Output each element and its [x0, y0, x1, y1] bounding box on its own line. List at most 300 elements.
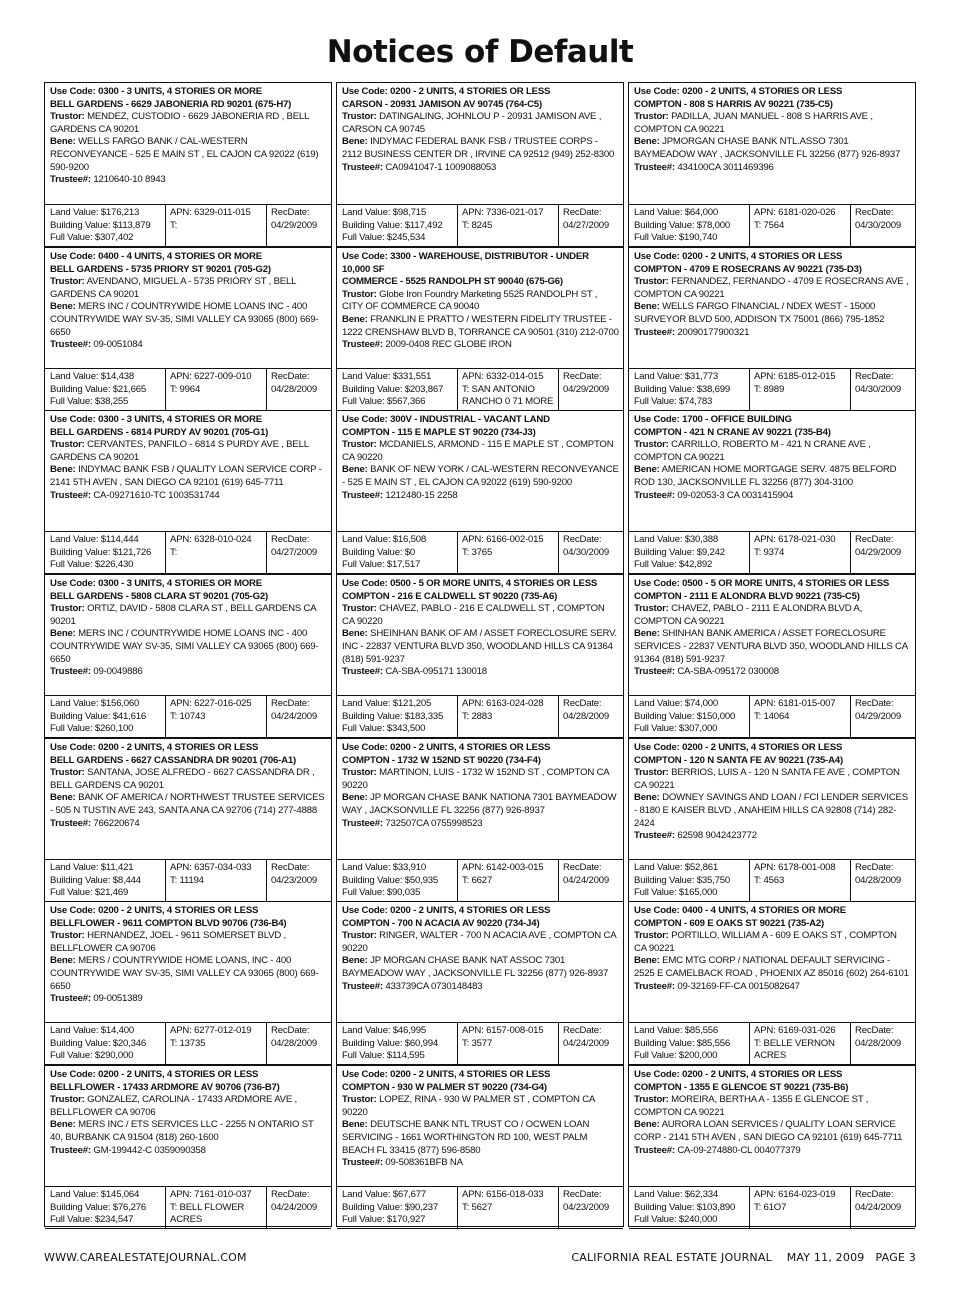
use-code-value: 0300 - 3 UNITS, 4 STORIES OR MORE	[98, 414, 262, 425]
use-code	[342, 742, 619, 755]
beneficiary-label: Bene:	[50, 955, 76, 967]
full-value-label: Full Value:	[50, 887, 93, 899]
beneficiary	[634, 464, 911, 489]
recdate-column	[851, 860, 915, 901]
beneficiary-label: Bene:	[342, 313, 368, 325]
apn	[170, 698, 263, 711]
building-value	[50, 711, 162, 724]
trustee-number	[634, 327, 911, 340]
property-address: COMPTON - 808 S HARRIS AV 90221 (735-C5)	[634, 98, 833, 110]
values-column	[45, 860, 166, 901]
apn-column	[750, 532, 851, 573]
apn-value: 6181-015-007	[778, 698, 836, 709]
full-value-label: Full Value:	[342, 887, 385, 899]
use-code-label: Use Code:	[50, 86, 96, 97]
full-value-label: Full Value:	[50, 396, 93, 408]
use-code-label: Use Code:	[50, 905, 96, 916]
use-code-value: 0200 - 2 UNITS, 4 STORIES OR LESS	[390, 905, 551, 916]
trustee-number-value: CA-09-274880-CL 004077379	[677, 1144, 801, 1156]
tract-label: T:	[170, 546, 178, 558]
building-value	[634, 875, 746, 888]
apn-label: APN:	[754, 207, 776, 218]
land-value	[50, 1189, 162, 1202]
trustor-value: BERRIOS, LUIS A - 120 N SANTA FE AVE , COMPTON CA 90221	[634, 767, 900, 791]
values-column	[337, 1023, 458, 1064]
apn-label: APN:	[754, 862, 776, 873]
land-value	[634, 1025, 746, 1038]
full-value	[634, 1050, 746, 1063]
building-value-value: $117,492	[404, 219, 443, 231]
beneficiary	[50, 301, 327, 339]
recdate-label: RecDate:	[271, 862, 310, 873]
trustee-number-value: 09-02053-3 CA 0031415904	[677, 489, 794, 501]
building-value-label: Building Value:	[634, 546, 695, 558]
land-value-value: $145,064	[100, 1189, 140, 1200]
beneficiary-label: Bene:	[634, 464, 660, 476]
apn-label: APN:	[170, 862, 192, 873]
apn-label: APN:	[462, 1025, 484, 1036]
land-value-label: Land Value:	[342, 1189, 391, 1200]
land-value-label: Land Value:	[634, 534, 683, 545]
trustee-number-label: Trustee#:	[634, 980, 675, 992]
use-code	[634, 414, 911, 427]
recdate-column	[851, 369, 915, 410]
land-value-value: $156,060	[100, 698, 140, 709]
full-value-value: $170,927	[386, 1214, 426, 1226]
full-value-label: Full Value:	[634, 723, 677, 735]
apn-label: APN:	[462, 1189, 484, 1200]
use-code	[634, 1069, 911, 1082]
building-value	[634, 1202, 746, 1215]
trustee-number-value: 09-32169-FF-CA 0015082647	[677, 980, 800, 992]
tract-value: 10743	[179, 710, 206, 722]
apn-label: APN:	[462, 534, 484, 545]
apn-value: 6178-021-030	[778, 534, 836, 545]
recdate-label: RecDate:	[855, 207, 894, 218]
tract-value: BELL FLOWER ACRES	[170, 1201, 245, 1226]
trustee-number-label: Trustee#:	[50, 666, 91, 678]
building-value	[50, 1038, 162, 1051]
recdate-column	[851, 532, 915, 573]
full-value-label: Full Value:	[342, 1050, 385, 1062]
trustee-number-label: Trustee#:	[50, 817, 91, 829]
notice-record	[45, 574, 331, 693]
trustor	[50, 111, 327, 136]
recdate-value: 04/29/2009	[855, 710, 902, 722]
tract	[754, 875, 847, 888]
recdate-value: 04/28/2009	[563, 710, 610, 722]
apn-value: 6332-014-015	[486, 371, 544, 382]
full-value-value: $307,000	[678, 723, 718, 735]
value-block	[629, 531, 915, 574]
building-value-label: Building Value:	[342, 546, 403, 558]
use-code-value: 0200 - 2 UNITS, 4 STORIES OR LESS	[390, 86, 551, 97]
building-value	[342, 1038, 454, 1051]
tract-value: 5627	[471, 1201, 493, 1213]
use-code	[342, 251, 619, 276]
recdate-value: 04/29/2009	[855, 546, 902, 558]
notice-record	[629, 574, 915, 693]
beneficiary-value: AURORA LOAN SERVICES / QUALITY LOAN SERVICE CORP - 2141 5TH AVEN , SAN DIEGO CA 92101 (619) 645-7711	[634, 1119, 903, 1143]
apn	[754, 207, 847, 220]
apn-column	[166, 369, 267, 410]
building-value-value: $78,000	[696, 219, 731, 231]
beneficiary-value: MERS INC / COUNTRYWIDE HOME LOANS INC - 400 COUNTRYWIDE WAY SV-35, SIMI VALLEY CA 93065 (800) 669-6650	[50, 628, 319, 665]
apn-column	[750, 1187, 851, 1228]
use-code-value: 1700 - OFFICE BUILDING	[682, 414, 792, 425]
beneficiary	[342, 628, 619, 666]
beneficiary-label: Bene:	[634, 301, 660, 313]
tract-value: 9964	[179, 383, 201, 395]
tract-label: T:	[170, 1037, 178, 1049]
tract-value: 13735	[179, 1037, 206, 1049]
full-value-value: $226,430	[94, 559, 134, 571]
recdate-value: 04/30/2009	[855, 383, 902, 395]
tract-value: 7564	[763, 219, 785, 231]
land-value	[342, 371, 454, 384]
recdate-label: RecDate:	[271, 207, 310, 218]
values-column	[337, 1187, 458, 1228]
land-value-value: $16,508	[392, 534, 427, 545]
apn	[170, 1025, 263, 1038]
full-value-label: Full Value:	[50, 1050, 93, 1062]
building-value-label: Building Value:	[50, 219, 111, 231]
full-value-value: $307,402	[94, 232, 134, 244]
trustor-value: CARRILLO, ROBERTO M - 421 N CRANE AVE , COMPTON CA 90221	[634, 439, 871, 463]
tract-label: T:	[462, 546, 470, 558]
trustor-label: Trustor:	[50, 603, 85, 615]
trustee-number	[342, 339, 619, 352]
beneficiary	[634, 628, 911, 666]
property-address: BELL GARDENS - 5735 PRIORY ST 90201 (705-G2)	[50, 263, 271, 275]
trustee-number-value: CA-SBA-095171 130018	[385, 666, 487, 678]
land-value-label: Land Value:	[634, 371, 683, 382]
notice-record	[337, 901, 623, 1020]
building-value-value: $60,994	[404, 1037, 439, 1049]
land-value-label: Land Value:	[50, 698, 99, 709]
full-value-value: $114,595	[386, 1050, 425, 1062]
apn-label: APN:	[754, 534, 776, 545]
recdate-label: RecDate:	[563, 1189, 602, 1200]
full-value-label: Full Value:	[634, 396, 677, 408]
trustor-label: Trustor:	[50, 276, 85, 288]
notice-record	[45, 1065, 331, 1184]
recdate-label: RecDate:	[271, 371, 310, 382]
trustor-label: Trustor:	[634, 603, 669, 615]
land-value-value: $85,556	[684, 1025, 719, 1036]
notice-record	[337, 83, 623, 202]
beneficiary-label: Bene:	[634, 1119, 660, 1131]
beneficiary	[342, 136, 619, 161]
use-code-value: 3300 - WAREHOUSE, DISTRIBUTOR - UNDER 10,000 SF	[342, 251, 589, 275]
beneficiary-label: Bene:	[634, 955, 660, 967]
recdate-label: RecDate:	[563, 698, 602, 709]
use-code-value: 0200 - 2 UNITS, 4 STORIES OR LESS	[682, 251, 843, 262]
trustor	[342, 439, 619, 464]
land-value-label: Land Value:	[634, 862, 683, 873]
values-column	[629, 532, 750, 573]
property-address: COMPTON - 421 N CRANE AV 90221 (735-B4)	[634, 426, 831, 438]
building-value	[634, 220, 746, 233]
trustee-number-value: GM-199442-C 0359090358	[93, 1144, 206, 1156]
land-value-value: $121,205	[392, 698, 432, 709]
apn	[754, 1189, 847, 1202]
apn	[170, 1189, 263, 1202]
values-column	[45, 696, 166, 737]
land-value-value: $31,773	[684, 371, 719, 382]
beneficiary-value: MERS / COUNTRYWIDE HOME LOANS, INC - 400 COUNTRYWIDE WAY SV-35, SIMI VALLEY CA 93065 (800) 669-6650	[50, 955, 319, 992]
trustee-number-value: 09-0051389	[93, 993, 143, 1005]
property-address: COMPTON - 1732 W 152ND ST 90220 (734-F4)	[342, 754, 541, 766]
use-code-label: Use Code:	[634, 742, 680, 753]
use-code	[634, 905, 911, 918]
apn	[754, 862, 847, 875]
use-code	[634, 578, 911, 591]
recdate-value: 04/30/2009	[855, 219, 902, 231]
use-code	[634, 86, 911, 99]
apn-label: APN:	[170, 534, 192, 545]
apn-column	[750, 696, 851, 737]
tract	[170, 875, 263, 888]
apn-label: APN:	[754, 371, 776, 382]
trustee-number-label: Trustee#:	[342, 161, 383, 173]
trustee-number	[50, 174, 327, 187]
recdate-value: 04/24/2009	[563, 1037, 610, 1049]
building-value-value: $9,242	[696, 546, 725, 558]
full-value-label: Full Value:	[342, 1214, 385, 1226]
use-code-label: Use Code:	[634, 251, 680, 262]
full-value-value: $290,000	[94, 1050, 134, 1062]
land-value-value: $74,000	[684, 698, 719, 709]
trustee-number-label: Trustee#:	[50, 489, 91, 501]
land-value	[50, 1025, 162, 1038]
building-value-label: Building Value:	[50, 710, 111, 722]
full-value-value: $200,000	[678, 1050, 718, 1062]
full-value	[634, 1214, 746, 1227]
building-value-label: Building Value:	[50, 874, 111, 886]
land-value-label: Land Value:	[50, 207, 99, 218]
trustee-number	[634, 1145, 911, 1158]
trustee-number	[634, 162, 911, 175]
apn-value: 6185-012-015	[778, 371, 836, 382]
building-value-label: Building Value:	[342, 710, 403, 722]
apn-label: APN:	[754, 1189, 776, 1200]
trustee-number	[634, 666, 911, 679]
use-code	[50, 1069, 327, 1082]
recdate-value: 04/23/2009	[563, 1201, 610, 1213]
trustee-number	[50, 666, 327, 679]
land-value-label: Land Value:	[342, 1025, 391, 1036]
full-value	[342, 232, 454, 245]
trustee-number-value: CA-SBA-095172 030008	[677, 666, 779, 678]
tract-value: 8245	[471, 219, 493, 231]
apn	[462, 1025, 555, 1038]
trustor-label: Trustor:	[342, 1094, 377, 1106]
trustee-number-label: Trustee#:	[634, 1144, 675, 1156]
apn-value: 6181-020-026	[778, 207, 836, 218]
land-value-label: Land Value:	[342, 698, 391, 709]
apn	[462, 698, 555, 711]
building-value	[634, 547, 746, 560]
land-value	[342, 207, 454, 220]
land-value	[342, 698, 454, 711]
beneficiary-label: Bene:	[342, 628, 368, 640]
full-value-label: Full Value:	[50, 232, 93, 244]
notice-record	[337, 247, 623, 366]
apn-value: 6164-023-019	[778, 1189, 836, 1200]
recdate-label: RecDate:	[563, 1025, 602, 1036]
beneficiary-value: BANK OF AMERICA / NORTHWEST TRUSTEE SERVICES - 505 N TUSTIN AVE 243, SANTA ANA CA 92706 (714) 277-4888	[50, 792, 325, 816]
full-value	[50, 396, 162, 409]
beneficiary-value: SHINHAN BANK AMERICA / ASSET FORECLOSURE SERVICES - 22837 VENTURA BLVD 350, WOODLAND HILLS CA 91364 (818) 591-9237	[634, 628, 908, 665]
building-value	[342, 875, 454, 888]
recdate-label: RecDate:	[271, 1189, 310, 1200]
use-code-value: 0200 - 2 UNITS, 4 STORIES OR LESS	[98, 742, 259, 753]
use-code-value: 0300 - 3 UNITS, 4 STORIES OR MORE	[98, 578, 262, 589]
trustor-label: Trustor:	[50, 930, 85, 942]
use-code-value: 0300 - 3 UNITS, 4 STORIES OR MORE	[98, 86, 262, 97]
use-code-value: 0500 - 5 OR MORE UNITS, 4 STORIES OR LESS	[390, 578, 598, 589]
apn-label: APN:	[170, 698, 192, 709]
apn-value: 6329-011-015	[194, 207, 251, 218]
trustee-number-label: Trustee#:	[634, 489, 675, 501]
recdate-label: RecDate:	[271, 698, 310, 709]
trustor	[634, 439, 911, 464]
column-2	[336, 82, 624, 1227]
apn-value: 6277-012-019	[194, 1025, 252, 1036]
building-value-label: Building Value:	[50, 383, 111, 395]
beneficiary	[50, 955, 327, 993]
apn-value: 6227-016-025	[194, 698, 252, 709]
recdate-value: 04/28/2009	[271, 1037, 318, 1049]
building-value	[342, 1202, 454, 1215]
trustee-number-label: Trustee#:	[634, 161, 675, 173]
trustor-label: Trustor:	[342, 603, 377, 615]
full-value-label: Full Value:	[50, 1214, 93, 1226]
full-value-value: $38,255	[94, 396, 129, 408]
tract	[170, 547, 263, 560]
tract	[754, 1202, 847, 1215]
tract-label: T:	[462, 1037, 470, 1049]
use-code-label: Use Code:	[342, 905, 388, 916]
trustor	[634, 930, 911, 955]
trustee-number	[50, 993, 327, 1006]
tract-value: BELLE VERNON ACRES	[754, 1037, 835, 1062]
trustee-number-label: Trustee#:	[342, 666, 383, 678]
apn-value: 7161-010-037	[194, 1189, 252, 1200]
property-address: BELLFLOWER - 9611 COMPTON BLVD 90706 (736-B4)	[50, 917, 287, 929]
trustor-label: Trustor:	[50, 767, 85, 779]
apn-column	[458, 860, 559, 901]
recdate-label: RecDate:	[855, 371, 894, 382]
trustor-label: Trustor:	[50, 1094, 85, 1106]
value-block	[337, 1022, 623, 1065]
full-value	[50, 1050, 162, 1063]
beneficiary	[342, 1119, 619, 1157]
recdate-label: RecDate:	[563, 862, 602, 873]
property-address: COMPTON - 4709 E ROSECRANS AV 90221 (735-D3)	[634, 263, 862, 275]
values-column	[629, 696, 750, 737]
building-value-value: $113,879	[112, 219, 151, 231]
use-code-value: 300V - INDUSTRIAL - VACANT LAND	[390, 414, 550, 425]
notices-grid	[44, 82, 917, 1227]
values-column	[337, 532, 458, 573]
full-value	[342, 887, 454, 900]
full-value-value: $21,469	[94, 887, 129, 899]
trustee-number-value: 433739CA 0730148483	[385, 980, 483, 992]
tract	[754, 384, 847, 397]
property-address: COMPTON - 609 E OAKS ST 90221 (735-A2)	[634, 917, 825, 929]
land-value-value: $67,677	[392, 1189, 427, 1200]
trustor	[342, 603, 619, 628]
beneficiary	[342, 314, 619, 339]
values-column	[337, 860, 458, 901]
trustee-number	[634, 490, 911, 503]
trustor	[342, 289, 619, 314]
full-value-value: $245,534	[386, 232, 426, 244]
tract-value: 2883	[471, 710, 493, 722]
land-value-label: Land Value:	[50, 1025, 99, 1036]
use-code-label: Use Code:	[50, 414, 96, 425]
land-value-value: $98,715	[392, 207, 427, 218]
beneficiary-value: WELLS FARGO BANK / CAL-WESTERN RECONVEYANCE - 525 E MAIN ST , EL CAJON CA 92022 (619) 590-9200	[50, 136, 319, 173]
building-value-value: $76,276	[112, 1201, 147, 1213]
apn	[170, 534, 263, 547]
apn-label: APN:	[170, 1025, 192, 1036]
trustor-label: Trustor:	[342, 288, 377, 300]
building-value	[342, 711, 454, 724]
use-code	[342, 414, 619, 427]
trustor	[342, 1094, 619, 1119]
apn-label: APN:	[462, 371, 484, 382]
apn-column	[166, 205, 267, 246]
land-value	[342, 1189, 454, 1202]
full-value-value: $190,740	[678, 232, 718, 244]
recdate-value: 04/28/2009	[855, 874, 902, 886]
footer-publication: CALIFORNIA REAL ESTATE JOURNAL MAY 11, 2009 PAGE 3	[571, 1251, 916, 1264]
beneficiary	[634, 301, 911, 326]
land-value	[634, 371, 746, 384]
apn-value: 6328-010-024	[194, 534, 252, 545]
tract-value: 3577	[471, 1037, 493, 1049]
value-block	[45, 531, 331, 574]
tract-value: 14064	[763, 710, 790, 722]
beneficiary-value: SHEINHAN BANK OF AM / ASSET FORECLOSURE SERV. INC - 22837 VENTURA BLVD 350, WOODLAND HILLS CA 91364 (818) 591-9237	[342, 628, 617, 665]
beneficiary-label: Bene:	[634, 136, 660, 148]
value-block	[629, 368, 915, 411]
trustee-number	[634, 830, 911, 843]
trustor-label: Trustor:	[634, 1094, 669, 1106]
use-code-label: Use Code:	[634, 1069, 680, 1080]
apn-column	[750, 860, 851, 901]
recdate-value: 04/29/2009	[563, 383, 610, 395]
trustee-number-label: Trustee#:	[50, 993, 91, 1005]
apn	[170, 207, 263, 220]
tract-label: T:	[754, 1201, 762, 1213]
full-value-label: Full Value:	[634, 887, 677, 899]
full-value-value: $343,500	[386, 723, 426, 735]
use-code-label: Use Code:	[50, 1069, 96, 1080]
recdate-label: RecDate:	[855, 862, 894, 873]
building-value-label: Building Value:	[634, 874, 695, 886]
trustor-value: PORTILLO, WILLIAM A - 609 E OAKS ST , COMPTON CA 90221	[634, 930, 897, 954]
land-value-label: Land Value:	[50, 534, 99, 545]
notice-record	[629, 247, 915, 366]
value-block	[629, 695, 915, 738]
tract	[462, 711, 555, 724]
use-code	[50, 86, 327, 99]
full-value	[342, 723, 454, 736]
